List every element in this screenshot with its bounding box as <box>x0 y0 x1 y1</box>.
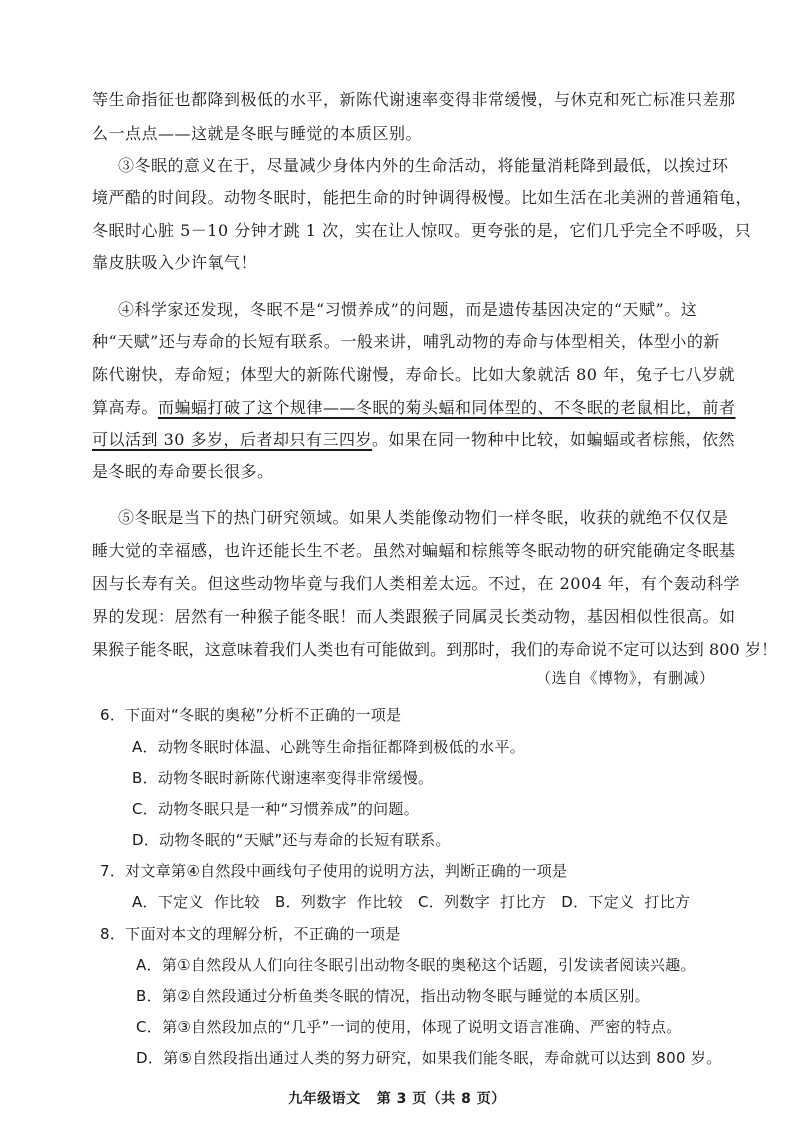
paragraph-5-line: 睡大觉的幸福感，也许还能长生不老。虽然对蝙蝠和棕熊等冬眠动物的研究能确定冬眠基 <box>92 541 736 560</box>
paragraph-4-line: 陈代谢快，寿命短；体型大的新陈代谢慢，寿命长。比如大象就活 80 年，兔子七八岁就 <box>92 365 736 384</box>
underlined-sentence: 可以活到 30 多岁，后者却只有三四岁 <box>92 430 373 449</box>
paragraph-5-line: ⑤冬眠是当下的热门研究领域。如果人类能像动物们一样冬眠，收获的就绝不仅仅是 <box>118 508 729 527</box>
paragraph-4-line <box>92 396 736 420</box>
underlined-sentence: 而蝙蝠打破了这个规律——冬眠的菊头蝠和同体型的、不冬眠的老鼠相比，前者 <box>158 398 736 417</box>
question-8-option-d: D．第⑤自然段指出通过人类的努力研究，如果我们能冬眠，寿命就可以达到 800 岁。 <box>136 1049 722 1067</box>
paragraph-4-text: 算高寿。 <box>92 398 159 417</box>
paragraph-5-line: 果猴子能冬眠，这意味着我们人类也有可能做到。到那时，我们的寿命说不定可以达到 800 岁！ <box>92 640 778 659</box>
paragraph-3-line: ③冬眠的意义在于，尽量减少身体内外的生命活动，将能量消耗降到最低，以挨过环 <box>118 156 729 175</box>
paragraph-3-line: 境严酷的时间段。动物冬眠时，能把生命的时钟调得极慢。比如生活在北美洲的普通箱龟， <box>92 188 753 207</box>
source-citation: （选自《博物》，有删减） <box>536 669 715 687</box>
question-8-option-a: A．第①自然段从人们向往冬眠引出动物冬眠的奥秘这个话题，引发读者阅读兴趣。 <box>136 956 696 974</box>
question-6-option-a: A．动物冬眠时体温、心跳等生命指征都降到极低的水平。 <box>132 738 526 756</box>
paragraph-4-line: ④科学家还发现，冬眠不是“习惯养成”的问题，而是遗传基因决定的“天赋”。这 <box>118 300 698 319</box>
passage-line: 等生命指征也都降到极低的水平，新陈代谢速率变得非常缓慢，与休克和死亡标准只差那 <box>92 90 736 109</box>
question-6-stem: 6．下面对“冬眠的奥秘”分析不正确的一项是 <box>100 706 402 724</box>
paragraph-4-line: 种“天赋”还与寿命的长短有联系。一般来讲，哺乳动物的寿命与体型相关，体型小的新 <box>92 332 720 351</box>
question-8-option-b: B．第②自然段通过分析鱼类冬眠的情况，指出动物冬眠与睡觉的本质区别。 <box>136 987 650 1005</box>
question-7-stem: 7．对文章第④自然段中画线句子使用的说明方法，判断正确的一项是 <box>100 862 568 880</box>
question-8-stem: 8．下面对本文的理解分析，不正确的一项是 <box>100 925 401 943</box>
passage-line: 么一点点——这就是冬眠与睡觉的本质区别。 <box>92 124 423 143</box>
page-footer: 九年级语文 第 3 页（共 8 页） <box>288 1091 506 1107</box>
question-7-options: A．下定义 作比较 B．列数字 作比较 C．列数字 打比方 D．下定义 打比方 <box>132 893 691 911</box>
question-6-option-d: D．动物冬眠的“天赋”还与寿命的长短有联系。 <box>132 831 451 849</box>
paragraph-4-line <box>92 428 735 452</box>
paragraph-3-line: 靠皮肤吸入少许氧气！ <box>92 253 258 272</box>
paragraph-4-line: 是冬眠的寿命要长很多。 <box>92 462 274 481</box>
paragraph-5-line: 因与长寿有关。但这些动物毕竟与我们人类相差太远。不过，在 2004 年，有个轰动科学 <box>92 574 740 593</box>
question-6-option-c: C．动物冬眠只是一种“习惯养成”的问题。 <box>132 800 420 818</box>
question-8-option-c: C．第③自然段加点的“几乎”一词的使用，体现了说明文语言准确、严密的特点。 <box>136 1018 682 1036</box>
paragraph-3-line: 冬眠时心脏 5－10 分钟才跳 1 次，实在让人惊叹。更夸张的是，它们几乎完全不呼吸，只 <box>92 221 752 240</box>
paragraph-5-line: 界的发现：居然有一种猴子能冬眠！而人类跟猴子同属灵长类动物，基因相似性很高。如 <box>92 607 736 626</box>
paragraph-4-text: 。如果在同一物种中比较，如蝙蝠或者棕熊，依然 <box>372 430 736 449</box>
question-6-option-b: B．动物冬眠时新陈代谢速率变得非常缓慢。 <box>132 769 434 787</box>
